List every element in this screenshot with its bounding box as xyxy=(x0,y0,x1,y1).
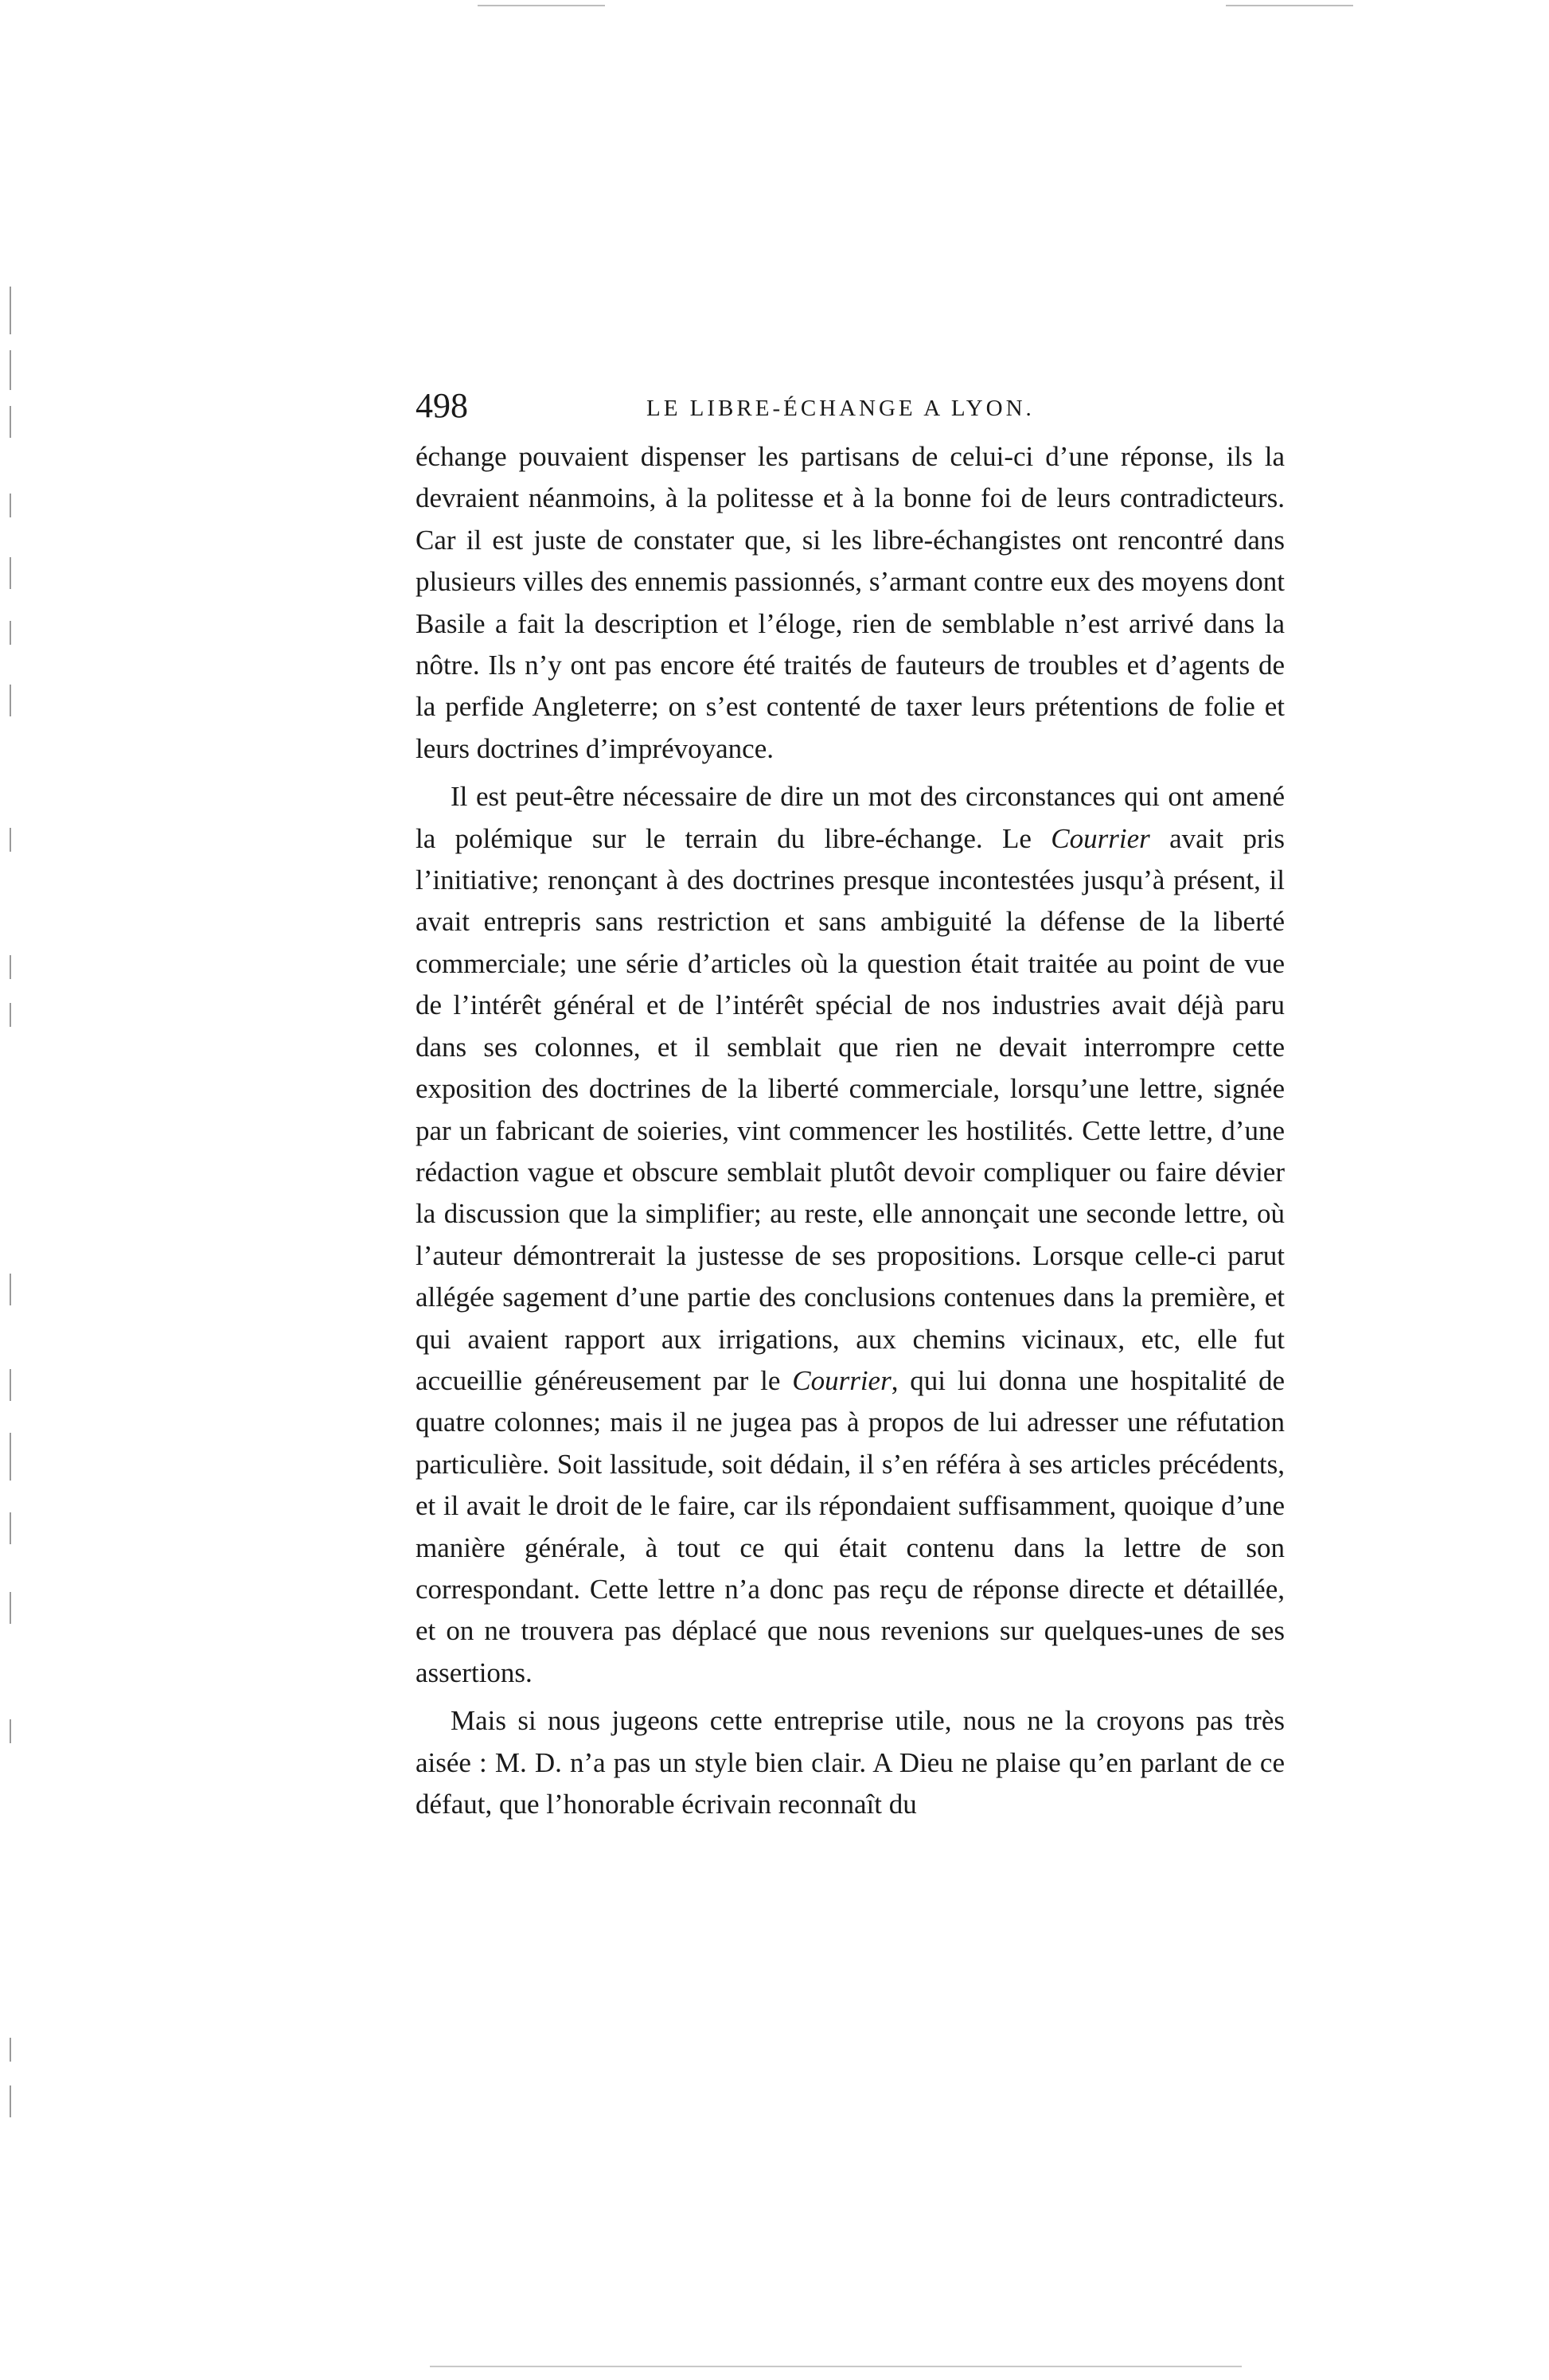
paragraph-entreprise: Mais si nous jugeons cette entreprise utile, nous ne la croyons pas très aisée : M. D. n’a pas un style bien clair. A Dieu ne plaise qu’en parlant de ce défaut, que l’honorable écrivain reconnaît du xyxy=(416,1705,1285,1820)
scan-top-speck xyxy=(478,5,605,6)
newspaper-title: Courrier xyxy=(1051,822,1150,854)
body-text xyxy=(416,436,1285,1825)
paragraph-polemique: Il est peut-être nécessaire de dire un mot des circonstances qui ont amené la polémique sur le terrain du libre-échange. Le Courrier avait pris l’initiative; renonçant à des doctrines presque incontestées jusqu’à présent, il avait entrepris sans restriction et sans ambiguité la défense de la liberté commerciale; une série d’articles où la question était traitée au point de vue de l’intérêt général et de l’intérêt spécial de nos industries avait déjà paru dans ses colonnes, et il semblait que rien ne devait interrompre cette exposition des doctrines de la liberté commerciale, lorsqu’une lettre, signée par un fabricant de soieries, vint commencer les hostilités. Cette lettre, d’une rédaction vague et obscure semblait plutôt devoir compliquer ou faire dévier la discussion que la simplifier; au reste, elle annonçait une seconde lettre, où l’auteur démontrerait la justesse de ses propositions. Lorsque celle-ci parut allégée sagement d’une partie des conclusions contenues dans la première, et qui avaient rapport aux irrigations, aux chemins vicinaux, etc, elle fut accueillie généreusement par le Courrier, qui lui donna une hospitalité de quatre colonnes; mais il ne jugea pas à propos de lui adresser une réfutation particulière. Soit lassitude, soit dédain, il s’en référa à ses articles précédents, et il avait le droit de le faire, car ils répondaient suffisamment, quoique d’une manière générale, à tout ce qui était contenu dans la lettre de son correspondant. Cette lettre n’a donc pas reçu de réponse directe et détaillée, et on ne trouvera pas déplacé que nous revenions sur quelques-unes de ses assertions. xyxy=(416,781,1285,1688)
paragraph-continuation: échange pouvaient dispenser les partisans de celui-ci d’une réponse, ils la devraient néanmoins, à la politesse et à la bonne foi de leurs contradicteurs. Car il est juste de constater que, si les libre-échangistes ont rencontré dans plusieurs villes des ennemis passionnés, s’armant contre eux des moyens dont Basile a fait la description et l’éloge, rien de semblable n’est arrivé dans la nôtre. Ils n’y ont pas encore été traités de fauteurs de troubles et d’agents de la perfide Angleterre; on s’est contenté de taxer leurs prétentions de folie et leurs doctrines d’imprévoyance. xyxy=(416,441,1285,764)
scan-top-speck xyxy=(1226,5,1353,6)
page-number: 498 xyxy=(416,386,468,425)
scan-margin-marks xyxy=(0,0,32,2380)
running-head xyxy=(416,382,1285,430)
newspaper-title: Courrier xyxy=(792,1364,892,1396)
running-title: LE LIBRE-ÉCHANGE A LYON. xyxy=(646,396,1035,421)
scan-bottom-edge xyxy=(430,2366,1242,2367)
